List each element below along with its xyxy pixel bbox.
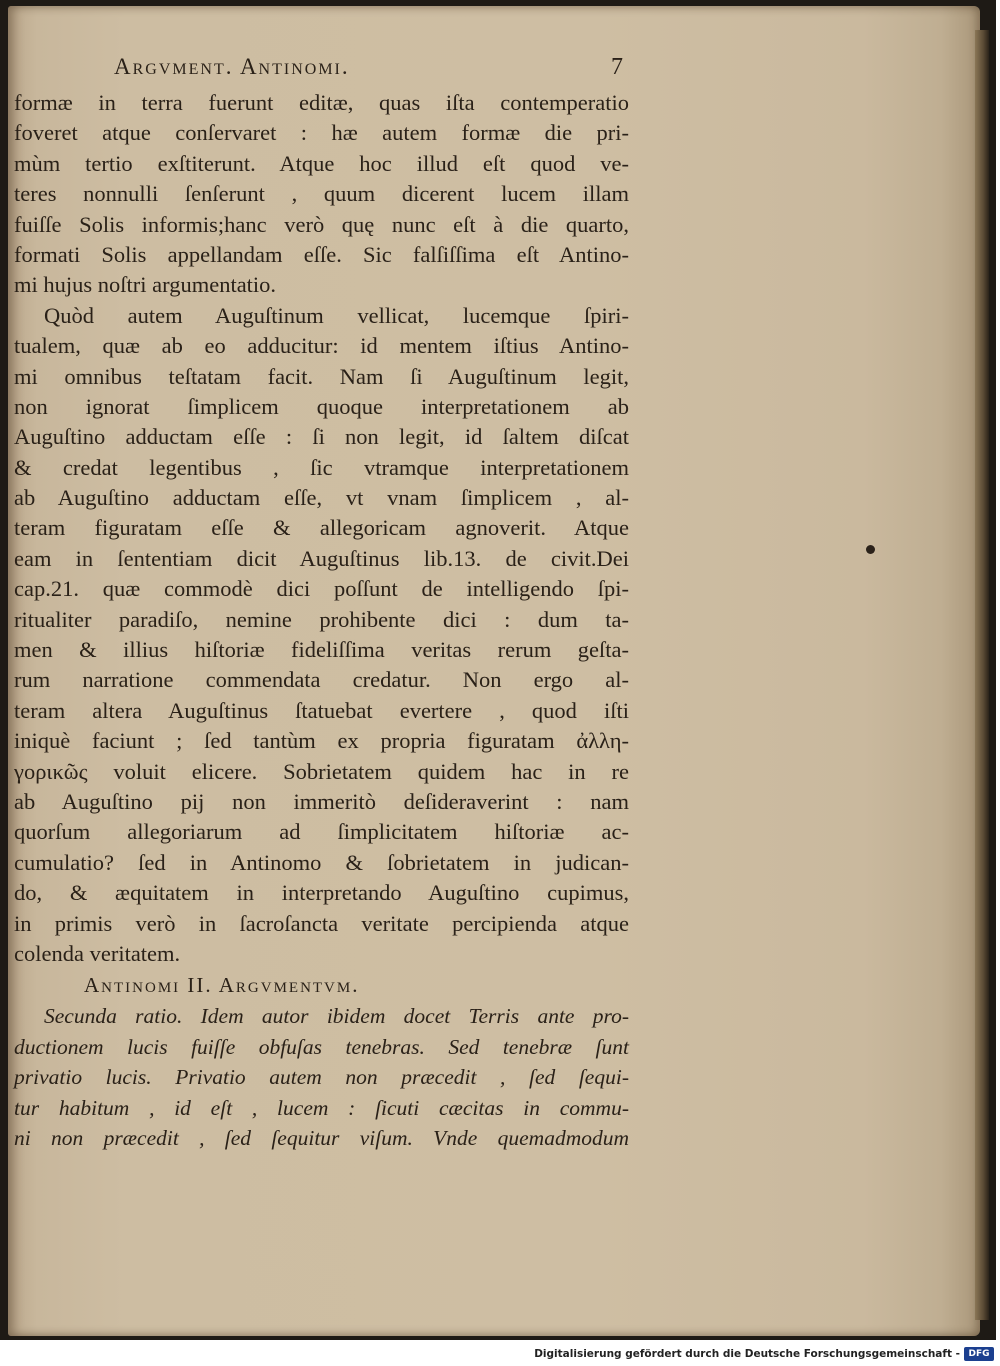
- ink-spot: [866, 545, 875, 554]
- text-line: colenda veritatem.: [14, 940, 181, 966]
- text-line: in primis verò in ſacroſancta veritate percipienda atque: [14, 910, 629, 936]
- text-line: mi omnibus teſtatam facit. Nam ſi Auguſtinum legit,: [14, 363, 629, 389]
- section-heading: Antinomi II. Argvmentvm.: [84, 973, 360, 998]
- text-line: teram altera Auguſtinus ſtatuebat evertere , quod iſti: [14, 697, 629, 723]
- text-line: cap.21. quæ commodè dici poſſunt de intelligendo ſpi-: [14, 576, 629, 602]
- footer-credit: Digitalisierung gefördert durch die Deutsche Forschungsgemeinschaft -: [534, 1348, 960, 1360]
- text-line: ductionem lucis fuiſſe obfuſas tenebras. Sed tenebræ ſunt: [14, 1034, 629, 1059]
- paragraph-2: [14, 301, 629, 970]
- footer-bar: [0, 1345, 1000, 1366]
- page-number: 7: [611, 54, 623, 80]
- text-line: γορικῶς voluit elicere. Sobrietatem quidem hac in re: [14, 758, 629, 784]
- page-edge: [975, 30, 989, 1320]
- text-block: [14, 54, 629, 1153]
- text-line: Quòd autem Auguſtinum vellicat, lucemque ſpiri-: [44, 302, 629, 328]
- text-line: formæ in terra fuerunt editæ, quas iſta contemperatio: [14, 90, 629, 115]
- text-line: mùm tertio exſtiterunt. Atque hoc illud eſt quod ve-: [14, 150, 629, 176]
- text-line: privatio lucis. Privatio autem non præcedit , ſed ſequi-: [14, 1065, 629, 1090]
- text-line: tur habitum , id eſt , lucem : ſicuti cæcitas in commu-: [14, 1095, 629, 1120]
- text-line: non ignorat ſimplicem quoque interpretationem ab: [14, 393, 629, 419]
- paragraph-1: [14, 88, 629, 301]
- text-line: eam in ſententiam dicit Auguſtinus lib.13. de civit.Dei: [14, 545, 629, 571]
- text-line: rum narratione commendata credatur. Non ergo al-: [14, 667, 629, 693]
- text-line: Secunda ratio. Idem autor ibidem docet Terris ante pro-: [44, 1004, 629, 1029]
- text-line: iniquè faciunt ; ſed tantùm ex propria figuratam ἀλλη-: [14, 728, 629, 754]
- text-line: ritualiter paradiſo, nemine prohibente dici : dum ta-: [14, 606, 629, 632]
- text-line: cumulatio? ſed in Antinomo & ſobrietatem in judican-: [14, 849, 629, 875]
- text-line: teres nonnulli ſenſerunt , quum dicerent lucem illam: [14, 181, 629, 207]
- text-line: ab Auguſtino adductam eſſe, vt vnam ſimplicem , al-: [14, 485, 629, 511]
- text-line: do, & æquitatem in interpretando Auguſtino cupimus,: [14, 880, 629, 906]
- running-head: [14, 54, 629, 88]
- text-line: tualem, quæ ab eo adducitur: id mentem iſtius Antino-: [14, 333, 629, 359]
- running-title: Argvment. Antinomi.: [114, 54, 350, 79]
- dfg-logo: DFG: [964, 1347, 994, 1361]
- text-line: foveret atque conſervaret : hæ autem formæ die pri-: [14, 120, 629, 146]
- text-line: ab Auguſtino pij non immeritò deſideraverint : nam: [14, 788, 629, 814]
- text-line: & credat legentibus , ſic vtramque interpretationem: [14, 454, 629, 480]
- text-line: teram figuratam eſſe & allegoricam agnoverit. Atque: [14, 515, 629, 541]
- text-line: mi hujus noſtri argumentatio.: [14, 272, 277, 298]
- paragraph-3: [14, 1001, 629, 1153]
- text-line: ni non præcedit , ſed ſequitur viſum. Vnde quemadmodum: [14, 1125, 629, 1150]
- text-line: Auguſtino adductam eſſe : ſi non legit, id ſaltem diſcat: [14, 424, 629, 450]
- text-line: men & illius hiſtoriæ fideliſſima veritas rerum geſta-: [14, 637, 629, 663]
- text-line: fuiſſe Solis informis;hanc verò quę nunc eſt à die quarto,: [14, 211, 629, 237]
- text-line: quorſum allegoriarum ad ſimplicitatem hiſtoriæ ac-: [14, 819, 629, 845]
- text-line: formati Solis appellandam eſſe. Sic falſiſſima eſt Antino-: [14, 241, 629, 267]
